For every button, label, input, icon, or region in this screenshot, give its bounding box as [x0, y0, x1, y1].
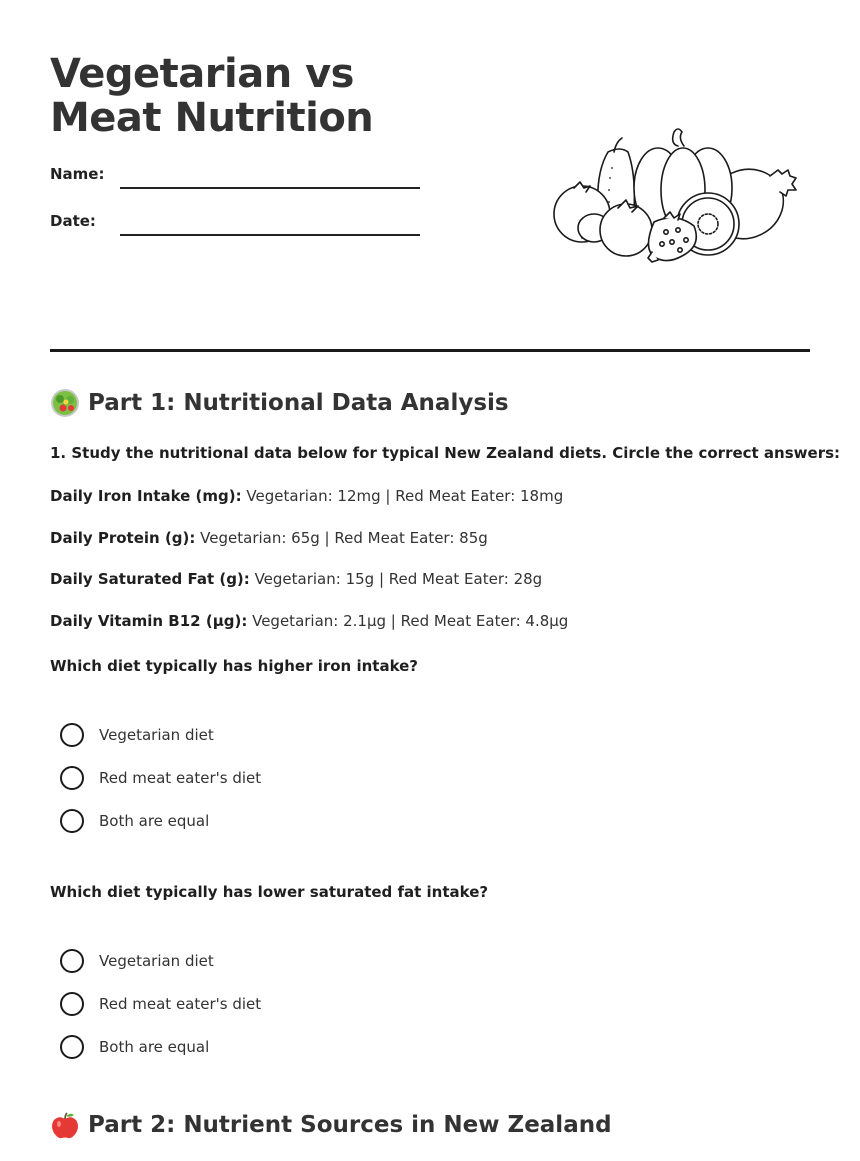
apple-icon — [50, 1110, 80, 1140]
date-label: Date: — [50, 212, 96, 230]
data-row-saturated-fat — [50, 570, 542, 588]
data-label: Daily Iron Intake (mg): — [50, 487, 242, 505]
data-value: Vegetarian: 65g | Red Meat Eater: 85g — [200, 529, 488, 547]
data-value: Vegetarian: 2.1µg | Red Meat Eater: 4.8µg — [252, 612, 569, 630]
part1-heading — [50, 388, 509, 418]
section-divider — [50, 349, 810, 352]
data-row-iron — [50, 487, 563, 505]
option-label: Red meat eater's diet — [99, 995, 262, 1013]
option-red-meat[interactable] — [60, 992, 261, 1016]
option-label: Both are equal — [99, 1038, 210, 1056]
page-title: Vegetarian vs Meat Nutrition — [50, 51, 374, 141]
radio-circle[interactable] — [60, 809, 84, 833]
radio-circle[interactable] — [60, 992, 84, 1016]
data-row-vitamin-b12 — [50, 612, 568, 630]
radio-circle[interactable] — [60, 1035, 84, 1059]
instruction-text: 1. Study the nutritional data below for typical New Zealand diets. Circle the correct answers: — [50, 444, 841, 462]
radio-circle[interactable] — [60, 949, 84, 973]
option-label: Vegetarian diet — [99, 726, 214, 744]
data-label: Daily Vitamin B12 (µg): — [50, 612, 248, 630]
radio-circle[interactable] — [60, 723, 84, 747]
option-red-meat[interactable] — [60, 766, 261, 790]
option-equal[interactable] — [60, 1035, 209, 1059]
option-vegetarian[interactable] — [60, 949, 214, 973]
option-label: Vegetarian diet — [99, 952, 214, 970]
data-label: Daily Protein (g): — [50, 529, 196, 547]
name-label: Name: — [50, 165, 105, 183]
part2-title: Part 2: Nutrient Sources in New Zealand — [88, 1112, 612, 1138]
part2-heading — [50, 1110, 612, 1140]
option-equal[interactable] — [60, 809, 209, 833]
data-value: Vegetarian: 15g | Red Meat Eater: 28g — [254, 570, 543, 588]
data-value: Vegetarian: 12mg | Red Meat Eater: 18mg — [246, 487, 564, 505]
radio-circle[interactable] — [60, 766, 84, 790]
salad-icon — [50, 388, 80, 418]
name-field[interactable] — [120, 187, 420, 189]
date-field[interactable] — [120, 234, 420, 236]
option-label: Red meat eater's diet — [99, 769, 262, 787]
part1-title: Part 1: Nutritional Data Analysis — [88, 390, 509, 416]
option-vegetarian[interactable] — [60, 723, 214, 747]
question-iron: Which diet typically has higher iron intake? — [50, 657, 419, 675]
question-saturated-fat: Which diet typically has lower saturated fat intake? — [50, 883, 489, 901]
option-label: Both are equal — [99, 812, 210, 830]
vegetables-illustration-icon — [548, 118, 798, 268]
data-label: Daily Saturated Fat (g): — [50, 570, 250, 588]
data-row-protein — [50, 529, 488, 547]
